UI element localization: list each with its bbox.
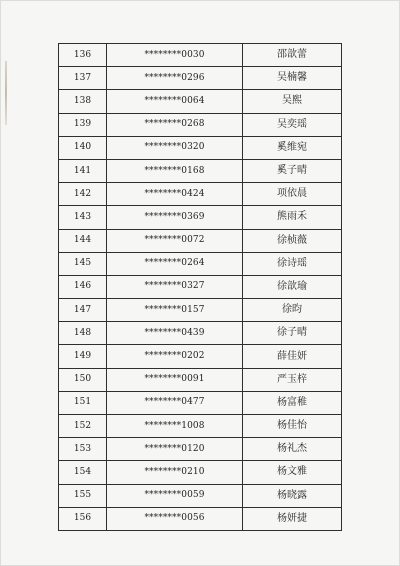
person-name: 徐歆瑜 [243,275,342,298]
person-name: 徐子晴 [243,322,342,345]
serial-number: 154 [59,461,107,484]
masked-id: ********0424 [107,183,243,206]
serial-number: 140 [59,136,107,159]
serial-number: 149 [59,345,107,368]
person-name: 吴熙 [243,90,342,113]
masked-id: ********0030 [107,44,243,67]
serial-number: 137 [59,67,107,90]
person-name: 杨妍捷 [243,507,342,530]
table-row [59,206,342,229]
person-name: 杨晓露 [243,484,342,507]
masked-id: ********0327 [107,275,243,298]
table-row [59,484,342,507]
table-row [59,183,342,206]
table-row [59,252,342,275]
serial-number: 148 [59,322,107,345]
table-row [59,368,342,391]
masked-id: ********0264 [107,252,243,275]
person-name: 严玉梓 [243,368,342,391]
table-row [59,229,342,252]
table-row [59,322,342,345]
person-name: 吴奕瑶 [243,113,342,136]
person-name: 徐桢薇 [243,229,342,252]
masked-id: ********0059 [107,484,243,507]
person-name: 奚子晴 [243,159,342,182]
masked-id: ********0157 [107,299,243,322]
masked-id: ********0202 [107,345,243,368]
masked-id: ********0296 [107,67,243,90]
person-name: 项依晨 [243,183,342,206]
masked-id: ********1008 [107,415,243,438]
table-row [59,461,342,484]
serial-number: 147 [59,299,107,322]
serial-number: 145 [59,252,107,275]
serial-number: 144 [59,229,107,252]
masked-id: ********0168 [107,159,243,182]
serial-number: 143 [59,206,107,229]
masked-id: ********0072 [107,229,243,252]
table-row [59,415,342,438]
person-name: 吴楠馨 [243,67,342,90]
table-row [59,67,342,90]
serial-number: 136 [59,44,107,67]
masked-id: ********0439 [107,322,243,345]
masked-id: ********0320 [107,136,243,159]
serial-number: 142 [59,183,107,206]
table-row [59,159,342,182]
table-row [59,391,342,414]
serial-number: 146 [59,275,107,298]
person-name: 熊雨禾 [243,206,342,229]
masked-id: ********0120 [107,438,243,461]
table-row [59,345,342,368]
person-name: 杨礼杰 [243,438,342,461]
serial-number: 151 [59,391,107,414]
table-row [59,507,342,530]
table-row [59,136,342,159]
person-name: 薛佳妍 [243,345,342,368]
roster-table-container [58,43,341,531]
person-name: 杨文雅 [243,461,342,484]
serial-number: 138 [59,90,107,113]
masked-id: ********0268 [107,113,243,136]
person-name: 杨佳怡 [243,415,342,438]
masked-id: ********0477 [107,391,243,414]
masked-id: ********0091 [107,368,243,391]
serial-number: 153 [59,438,107,461]
table-row [59,275,342,298]
table-row [59,299,342,322]
masked-id: ********0064 [107,90,243,113]
masked-id: ********0369 [107,206,243,229]
serial-number: 141 [59,159,107,182]
table-row [59,113,342,136]
person-name: 奚维宛 [243,136,342,159]
roster-table [58,43,342,531]
scan-fold-mark [5,61,7,125]
serial-number: 155 [59,484,107,507]
table-row [59,438,342,461]
serial-number: 150 [59,368,107,391]
person-name: 徐昀 [243,299,342,322]
masked-id: ********0210 [107,461,243,484]
person-name: 邵歆蕾 [243,44,342,67]
person-name: 杨富稚 [243,391,342,414]
table-row [59,90,342,113]
masked-id: ********0056 [107,507,243,530]
serial-number: 156 [59,507,107,530]
serial-number: 139 [59,113,107,136]
table-row [59,44,342,67]
serial-number: 152 [59,415,107,438]
person-name: 徐诗瑶 [243,252,342,275]
